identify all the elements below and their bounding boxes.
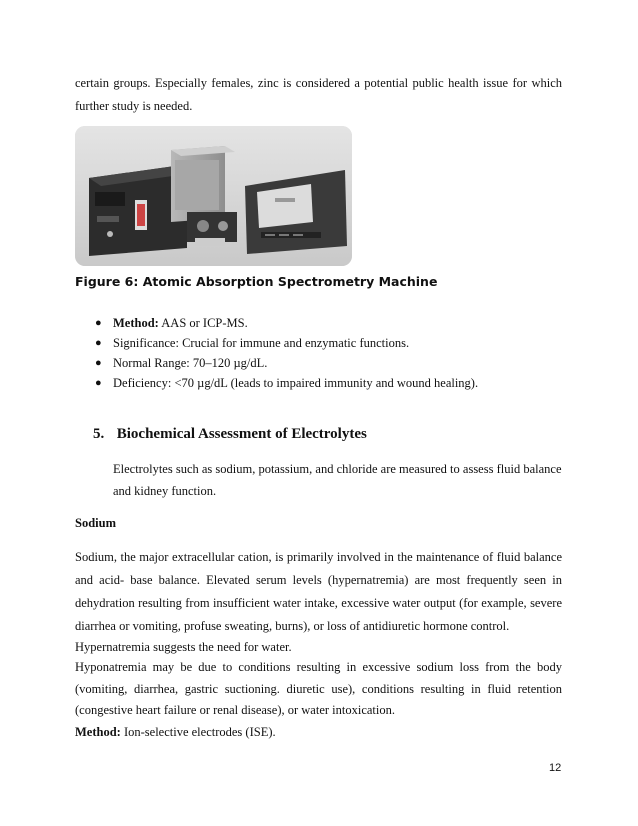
- bullet-label: Significance:: [113, 336, 179, 350]
- list-item: [95, 353, 478, 373]
- section-title: Biochemical Assessment of Electrolytes: [116, 426, 367, 442]
- hypernatremia-line: Hypernatremia suggests the need for water.: [75, 640, 292, 654]
- method-text: Ion-selective electrodes (ISE).: [120, 725, 276, 739]
- bullet-text: AAS or ICP-MS.: [158, 316, 248, 330]
- method-label: Method:: [75, 725, 121, 739]
- method-line: [75, 725, 276, 740]
- bullet-icon: ●: [95, 317, 102, 329]
- figure-image: [75, 126, 352, 266]
- bullet-text: Crucial for immune and enzymatic functions.: [178, 336, 410, 350]
- bullet-label: Method:: [113, 316, 159, 330]
- section-number: 5.: [93, 426, 105, 442]
- bullet-text: <70 µg/dL (leads to impaired immunity and wound healing).: [171, 376, 479, 390]
- section-heading: [93, 426, 367, 443]
- list-item: [95, 373, 478, 393]
- zinc-bullet-list: [95, 313, 478, 393]
- sodium-paragraph-2: Hyponatremia may be due to conditions resulting in excessive sodium loss from the body (vomiting, diarrhea, gastric suctioning. diuretic use), conditions resulting in fluid retention (congestive heart failure or renal disease), or water intoxication.: [75, 660, 562, 717]
- bullet-label: Normal Range:: [113, 356, 190, 370]
- figure-caption: Figure 6: Atomic Absorption Spectrometry Machine: [75, 274, 438, 289]
- list-item: [95, 313, 478, 333]
- list-item: [95, 333, 478, 353]
- bullet-icon: ●: [95, 337, 102, 349]
- bullet-icon: ●: [95, 357, 102, 369]
- bullet-text: 70–120 µg/dL.: [189, 356, 268, 370]
- bullet-icon: ●: [95, 377, 102, 389]
- sodium-heading: Sodium: [75, 516, 116, 530]
- aas-machine-illustration: [75, 126, 352, 266]
- sodium-paragraph-1: Sodium, the major extracellular cation, is primarily involved in the maintenance of fluid balance and acid- base balance. Elevated serum levels (hypernatremia) are most frequently seen in dehydration resulting from insufficient water intake, excessive water output (for example, severe diarrhea or vomiting, profuse sweating, burns), or loss of antidiuretic hormone control.: [75, 550, 562, 633]
- section-intro: Electrolytes such as sodium, potassium, and chloride are measured to assess fluid balance and kidney function.: [113, 462, 562, 498]
- bullet-label: Deficiency:: [113, 376, 172, 390]
- intro-paragraph: certain groups. Especially females, zinc is considered a potential public health issue for which further study is needed.: [75, 76, 562, 113]
- page-number: 12: [549, 762, 562, 774]
